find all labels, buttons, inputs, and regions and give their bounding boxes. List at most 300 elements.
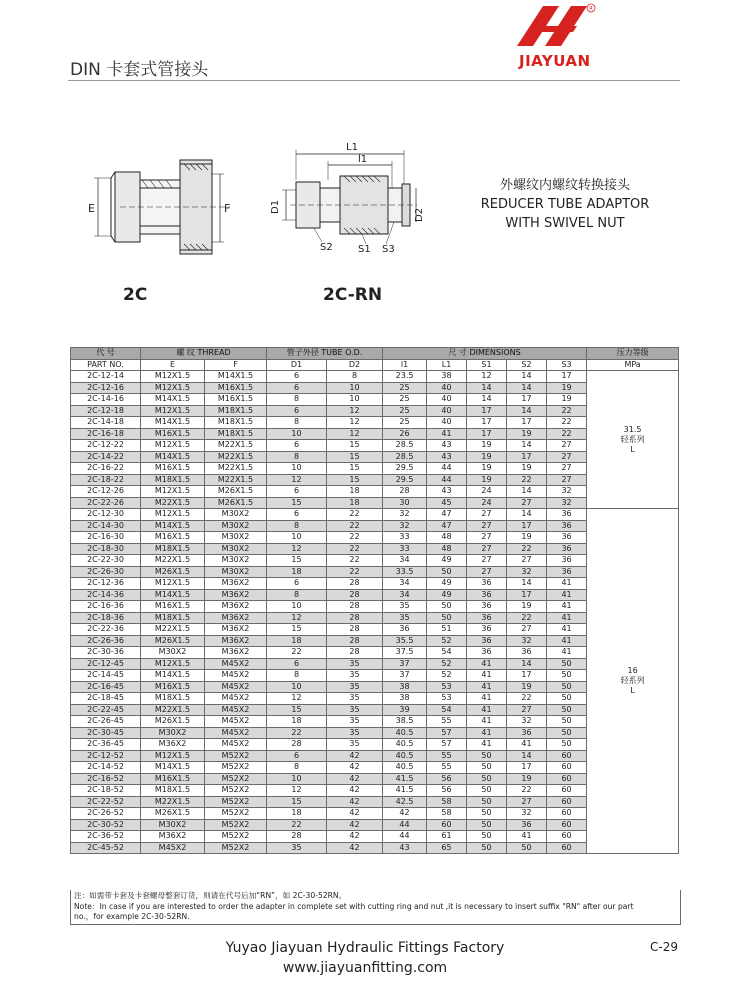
part-number-cell: 2C-12-16 bbox=[71, 382, 141, 394]
table-cell: M36X2 bbox=[141, 831, 205, 843]
table-cell: 14 bbox=[507, 405, 547, 417]
table-cell: 12 bbox=[327, 405, 383, 417]
table-cell: 55 bbox=[427, 716, 467, 728]
table-cell: 27 bbox=[547, 451, 587, 463]
table-cell: 8 bbox=[267, 589, 327, 601]
table-cell: 28.5 bbox=[383, 440, 427, 452]
table-cell: 49 bbox=[427, 555, 467, 567]
table-cell: M12X1.5 bbox=[141, 371, 205, 383]
table-cell: 27 bbox=[507, 555, 547, 567]
table-cell: 50 bbox=[547, 716, 587, 728]
table-cell: 14 bbox=[507, 750, 547, 762]
table-cell: 47 bbox=[427, 509, 467, 521]
table-cell: 27 bbox=[467, 543, 507, 555]
table-cell: 35 bbox=[327, 693, 383, 705]
dim-L1-label: L1 bbox=[346, 142, 358, 153]
table-cell: 22 bbox=[327, 509, 383, 521]
table-cell: 44 bbox=[427, 474, 467, 486]
table-cell: 14 bbox=[507, 578, 547, 590]
part-number-cell: 2C-22-26 bbox=[71, 497, 141, 509]
table-cell: 15 bbox=[327, 440, 383, 452]
table-cell: 34 bbox=[383, 555, 427, 567]
part-number-cell: 2C-12-36 bbox=[71, 578, 141, 590]
pressure-class-cell bbox=[587, 371, 679, 509]
table-cell: 15 bbox=[267, 624, 327, 636]
part-number-cell: 2C-18-30 bbox=[71, 543, 141, 555]
table-cell: 15 bbox=[327, 474, 383, 486]
table-cell: 36 bbox=[467, 601, 507, 613]
table-cell: 17 bbox=[467, 405, 507, 417]
figure-label-2c-rn: 2C-RN bbox=[323, 285, 383, 305]
table-cell: 19 bbox=[507, 681, 547, 693]
pressure-class-text: 轻系列 bbox=[620, 434, 645, 444]
column-header: S1 bbox=[467, 359, 507, 371]
table-cell: M16X1.5 bbox=[205, 382, 267, 394]
table-cell: 29.5 bbox=[383, 474, 427, 486]
table-cell: M12X1.5 bbox=[141, 405, 205, 417]
table-cell: M36X2 bbox=[205, 647, 267, 659]
part-number-cell: 2C-16-18 bbox=[71, 428, 141, 440]
company-name: Yuyao Jiayuan Hydraulic Fittings Factory bbox=[225, 940, 505, 956]
note-cn: 注：如需带卡套及卡套螺母整套订货，则请在代号后加“RN”，如 2C-30-52RN。 bbox=[74, 891, 347, 900]
table-cell: 15 bbox=[327, 463, 383, 475]
table-cell: 8 bbox=[267, 762, 327, 774]
table-cell: M12X1.5 bbox=[141, 578, 205, 590]
table-cell: M22X1.5 bbox=[141, 555, 205, 567]
dim-f-label: F bbox=[224, 202, 231, 215]
drawing-2c bbox=[80, 150, 240, 265]
table-cell: M52X2 bbox=[205, 819, 267, 831]
table-cell: M18X1.5 bbox=[141, 543, 205, 555]
table-cell: 10 bbox=[267, 428, 327, 440]
table-cell: M12X1.5 bbox=[141, 750, 205, 762]
table-cell: 41 bbox=[507, 831, 547, 843]
table-cell: 32 bbox=[383, 520, 427, 532]
table-cell: 22 bbox=[507, 612, 547, 624]
table-cell: 36 bbox=[507, 647, 547, 659]
table-cell: M52X2 bbox=[205, 808, 267, 820]
pressure-class-text: 31.5 bbox=[623, 424, 642, 434]
table-cell: 6 bbox=[267, 486, 327, 498]
pressure-class-text: L bbox=[630, 444, 635, 454]
column-header: D2 bbox=[327, 359, 383, 371]
table-cell: 14 bbox=[507, 440, 547, 452]
description-cn: 外螺纹内螺纹转换接头 bbox=[499, 178, 630, 193]
table-row bbox=[71, 371, 679, 383]
table-cell: 53 bbox=[427, 693, 467, 705]
table-cell: 22 bbox=[327, 566, 383, 578]
table-cell: M30X2 bbox=[141, 647, 205, 659]
table-cell: 52 bbox=[427, 658, 467, 670]
table-cell: 27 bbox=[507, 796, 547, 808]
table-cell: M18X1.5 bbox=[141, 612, 205, 624]
table-cell: 22 bbox=[327, 555, 383, 567]
table-cell: M16X1.5 bbox=[141, 773, 205, 785]
table-cell: 29.5 bbox=[383, 463, 427, 475]
table-cell: 36 bbox=[547, 566, 587, 578]
table-cell: 19 bbox=[507, 463, 547, 475]
part-number-cell: 2C-18-36 bbox=[71, 612, 141, 624]
table-cell: 40.5 bbox=[383, 762, 427, 774]
column-header: MPa bbox=[587, 359, 679, 371]
table-cell: 8 bbox=[267, 670, 327, 682]
table-cell: M52X2 bbox=[205, 773, 267, 785]
table-cell: 56 bbox=[427, 773, 467, 785]
table-cell: M18X1.5 bbox=[141, 693, 205, 705]
table-cell: 60 bbox=[547, 796, 587, 808]
table-cell: 41 bbox=[547, 589, 587, 601]
table-cell: 17 bbox=[507, 520, 547, 532]
table-cell: 37.5 bbox=[383, 647, 427, 659]
table-cell: 35 bbox=[327, 658, 383, 670]
footer bbox=[0, 938, 730, 978]
table-cell: 8 bbox=[267, 417, 327, 429]
brand-name: JIAYUAN bbox=[519, 52, 591, 70]
table-cell: 23.5 bbox=[383, 371, 427, 383]
table-cell: 35 bbox=[327, 727, 383, 739]
column-header: L1 bbox=[427, 359, 467, 371]
part-number-cell: 2C-26-30 bbox=[71, 566, 141, 578]
table-cell: 50 bbox=[427, 601, 467, 613]
column-header: S3 bbox=[547, 359, 587, 371]
table-cell: 50 bbox=[547, 681, 587, 693]
table-cell: M22X1.5 bbox=[205, 451, 267, 463]
table-cell: 34 bbox=[383, 589, 427, 601]
table-cell: 52 bbox=[427, 635, 467, 647]
table-cell: 35 bbox=[327, 739, 383, 751]
table-cell: 19 bbox=[467, 463, 507, 475]
table-cell: M12X1.5 bbox=[141, 382, 205, 394]
table-cell: M45X2 bbox=[205, 716, 267, 728]
table-cell: 55 bbox=[427, 762, 467, 774]
table-cell: M14X1.5 bbox=[141, 762, 205, 774]
table-cell: M36X2 bbox=[205, 589, 267, 601]
table-cell: 22 bbox=[267, 819, 327, 831]
table-cell: 50 bbox=[467, 831, 507, 843]
company-website: www.jiayuanfitting.com bbox=[282, 960, 448, 976]
table-cell: 6 bbox=[267, 371, 327, 383]
table-cell: 37 bbox=[383, 670, 427, 682]
table-cell: 22 bbox=[507, 693, 547, 705]
table-cell: M45X2 bbox=[141, 842, 205, 854]
table-cell: 48 bbox=[427, 543, 467, 555]
table-cell: 8 bbox=[327, 371, 383, 383]
table-cell: 12 bbox=[267, 543, 327, 555]
table-cell: M22X1.5 bbox=[205, 463, 267, 475]
dim-S3-label: S3 bbox=[382, 244, 395, 255]
table-cell: M18X1.5 bbox=[205, 417, 267, 429]
table-cell: M14X1.5 bbox=[141, 451, 205, 463]
table-cell: 36 bbox=[467, 635, 507, 647]
table-cell: 38.5 bbox=[383, 716, 427, 728]
table-cell: 60 bbox=[547, 773, 587, 785]
table-cell: 6 bbox=[267, 658, 327, 670]
table-cell: 17 bbox=[507, 589, 547, 601]
table-cell: 25 bbox=[383, 405, 427, 417]
table-cell: 35 bbox=[327, 704, 383, 716]
table-cell: 32 bbox=[507, 635, 547, 647]
table-cell: 49 bbox=[427, 589, 467, 601]
header-divider bbox=[68, 80, 680, 81]
table-cell: 19 bbox=[507, 601, 547, 613]
table-cell: M45X2 bbox=[205, 693, 267, 705]
table-cell: 40 bbox=[427, 417, 467, 429]
part-number-cell: 2C-16-22 bbox=[71, 463, 141, 475]
table-cell: M16X1.5 bbox=[141, 463, 205, 475]
table-cell: 50 bbox=[467, 796, 507, 808]
table-cell: M45X2 bbox=[205, 727, 267, 739]
table-cell: 22 bbox=[507, 785, 547, 797]
part-number-cell: 2C-36-52 bbox=[71, 831, 141, 843]
table-cell: 60 bbox=[547, 819, 587, 831]
table-cell: 8 bbox=[267, 520, 327, 532]
part-number-cell: 2C-26-36 bbox=[71, 635, 141, 647]
table-cell: 27 bbox=[507, 704, 547, 716]
table-cell: 36 bbox=[507, 819, 547, 831]
table-cell: 22 bbox=[267, 647, 327, 659]
table-cell: 42 bbox=[383, 808, 427, 820]
table-cell: 41 bbox=[467, 716, 507, 728]
table-cell: M30X2 bbox=[205, 520, 267, 532]
table-cell: 40.5 bbox=[383, 727, 427, 739]
table-cell: 10 bbox=[267, 601, 327, 613]
part-number-cell: 2C-14-45 bbox=[71, 670, 141, 682]
dim-S1-label: S1 bbox=[358, 244, 371, 255]
header-thread: 螺 纹 THREAD bbox=[141, 348, 267, 360]
table-cell: M45X2 bbox=[205, 670, 267, 682]
table-cell: 6 bbox=[267, 509, 327, 521]
table-cell: 24 bbox=[467, 497, 507, 509]
table-cell: 41 bbox=[467, 670, 507, 682]
table-cell: 12 bbox=[267, 785, 327, 797]
table-cell: 27 bbox=[547, 474, 587, 486]
table-cell: 18 bbox=[327, 497, 383, 509]
part-number-cell: 2C-18-45 bbox=[71, 693, 141, 705]
part-number-cell: 2C-36-45 bbox=[71, 739, 141, 751]
table-cell: 22 bbox=[267, 727, 327, 739]
table-cell: M16X1.5 bbox=[141, 428, 205, 440]
table-cell: 36 bbox=[547, 543, 587, 555]
table-cell: 36 bbox=[467, 612, 507, 624]
table-cell: 41 bbox=[467, 681, 507, 693]
table-cell: 41.5 bbox=[383, 785, 427, 797]
part-number-cell: 2C-26-45 bbox=[71, 716, 141, 728]
table-cell: 42 bbox=[327, 750, 383, 762]
table-cell: M52X2 bbox=[205, 762, 267, 774]
column-header: E bbox=[141, 359, 205, 371]
part-number-cell: 2C-12-52 bbox=[71, 750, 141, 762]
figure-label-2c: 2C bbox=[123, 285, 148, 305]
table-cell: 41 bbox=[547, 612, 587, 624]
table-cell: 50 bbox=[427, 566, 467, 578]
part-number-cell: 2C-22-52 bbox=[71, 796, 141, 808]
table-cell: 28 bbox=[267, 831, 327, 843]
part-number-cell: 2C-30-36 bbox=[71, 647, 141, 659]
table-cell: 35 bbox=[327, 670, 383, 682]
table-cell: 15 bbox=[327, 451, 383, 463]
table-cell: 32 bbox=[547, 497, 587, 509]
table-cell: 40 bbox=[427, 382, 467, 394]
table-cell: 54 bbox=[427, 704, 467, 716]
table-cell: 22 bbox=[327, 543, 383, 555]
table-cell: 12 bbox=[327, 417, 383, 429]
table-cell: 6 bbox=[267, 405, 327, 417]
table-cell: 27 bbox=[467, 509, 507, 521]
part-number-cell: 2C-22-45 bbox=[71, 704, 141, 716]
table-cell: M18X1.5 bbox=[141, 785, 205, 797]
dim-D1-label: D1 bbox=[270, 199, 281, 214]
table-cell: 45 bbox=[427, 497, 467, 509]
table-cell: 55 bbox=[427, 750, 467, 762]
header-dimensions: 尺 寸 DIMENSIONS bbox=[383, 348, 587, 360]
part-number-cell: 2C-12-14 bbox=[71, 371, 141, 383]
table-cell: 36 bbox=[547, 520, 587, 532]
table-cell: 18 bbox=[267, 808, 327, 820]
table-cell: 36 bbox=[547, 509, 587, 521]
table-cell: 15 bbox=[267, 497, 327, 509]
table-cell: M45X2 bbox=[205, 704, 267, 716]
table-cell: 19 bbox=[467, 474, 507, 486]
table-cell: 28 bbox=[267, 739, 327, 751]
table-cell: 10 bbox=[267, 773, 327, 785]
table-cell: 42 bbox=[327, 842, 383, 854]
table-cell: 50 bbox=[427, 612, 467, 624]
table-cell: M14X1.5 bbox=[205, 371, 267, 383]
table-cell: M36X2 bbox=[205, 578, 267, 590]
table-cell: M26X1.5 bbox=[141, 566, 205, 578]
table-row bbox=[71, 509, 679, 521]
table-cell: 33.5 bbox=[383, 566, 427, 578]
table-cell: 14 bbox=[507, 658, 547, 670]
table-cell: 27 bbox=[507, 497, 547, 509]
table-cell: 27 bbox=[467, 555, 507, 567]
table-cell: 58 bbox=[427, 808, 467, 820]
table-cell: M45X2 bbox=[205, 739, 267, 751]
table-cell: 42 bbox=[327, 808, 383, 820]
table-cell: 36 bbox=[507, 727, 547, 739]
table-cell: 53 bbox=[427, 681, 467, 693]
table-cell: 25 bbox=[383, 382, 427, 394]
part-number-cell: 2C-22-30 bbox=[71, 555, 141, 567]
part-number-cell: 2C-16-45 bbox=[71, 681, 141, 693]
header-tube: 管子外径 TUBE O.D. bbox=[267, 348, 383, 360]
column-header-row bbox=[71, 359, 679, 371]
header-code: 代 号 bbox=[71, 348, 141, 360]
table-cell: 41 bbox=[467, 739, 507, 751]
table-cell: 44 bbox=[427, 463, 467, 475]
table-cell: 28.5 bbox=[383, 451, 427, 463]
part-number-cell: 2C-45-52 bbox=[71, 842, 141, 854]
table-cell: M45X2 bbox=[205, 681, 267, 693]
table-cell: 41 bbox=[547, 635, 587, 647]
table-cell: 12 bbox=[327, 428, 383, 440]
table-cell: M16X1.5 bbox=[141, 681, 205, 693]
part-number-cell: 2C-18-52 bbox=[71, 785, 141, 797]
table-cell: 48 bbox=[427, 532, 467, 544]
table-cell: 47 bbox=[427, 520, 467, 532]
table-cell: 26 bbox=[383, 428, 427, 440]
table-cell: 65 bbox=[427, 842, 467, 854]
drawing-2c-rn bbox=[262, 138, 427, 263]
table-cell: 50 bbox=[547, 739, 587, 751]
table-cell: 56 bbox=[427, 785, 467, 797]
table-cell: 50 bbox=[467, 842, 507, 854]
table-cell: M12X1.5 bbox=[141, 440, 205, 452]
table-cell: 28 bbox=[383, 486, 427, 498]
table-cell: M22X1.5 bbox=[205, 474, 267, 486]
table-cell: 22 bbox=[547, 405, 587, 417]
table-cell: M12X1.5 bbox=[141, 658, 205, 670]
table-cell: 50 bbox=[467, 808, 507, 820]
table-cell: M36X2 bbox=[205, 612, 267, 624]
table-cell: 12 bbox=[267, 474, 327, 486]
table-cell: M22X1.5 bbox=[141, 624, 205, 636]
table-cell: 30 bbox=[383, 497, 427, 509]
table-cell: 27 bbox=[547, 440, 587, 452]
table-cell: 15 bbox=[267, 796, 327, 808]
table-cell: 40.5 bbox=[383, 739, 427, 751]
table-cell: 12 bbox=[467, 371, 507, 383]
table-cell: 14 bbox=[507, 486, 547, 498]
page-title: DIN 卡套式管接头 bbox=[70, 60, 209, 80]
table-cell: 41 bbox=[467, 704, 507, 716]
table-cell: 32 bbox=[507, 566, 547, 578]
table-cell: 17 bbox=[547, 371, 587, 383]
table-cell: M26X1.5 bbox=[141, 716, 205, 728]
part-number-cell: 2C-14-52 bbox=[71, 762, 141, 774]
table-cell: 42 bbox=[327, 819, 383, 831]
table-cell: 22 bbox=[547, 417, 587, 429]
table-cell: 36 bbox=[383, 624, 427, 636]
table-cell: 19 bbox=[507, 532, 547, 544]
table-cell: 50 bbox=[547, 727, 587, 739]
dim-l1-label: l1 bbox=[358, 154, 368, 165]
table-cell: M18X1.5 bbox=[205, 405, 267, 417]
table-cell: 50 bbox=[467, 819, 507, 831]
table-cell: 41 bbox=[467, 693, 507, 705]
part-number-cell: 2C-26-52 bbox=[71, 808, 141, 820]
table-cell: 12 bbox=[267, 612, 327, 624]
table-cell: 18 bbox=[267, 566, 327, 578]
table-cell: 15 bbox=[267, 555, 327, 567]
table-cell: 44 bbox=[383, 831, 427, 843]
table-cell: 52 bbox=[427, 670, 467, 682]
table-cell: 60 bbox=[547, 785, 587, 797]
table-cell: 50 bbox=[507, 842, 547, 854]
table-cell: 17 bbox=[507, 670, 547, 682]
table-cell: 17 bbox=[507, 394, 547, 406]
dim-e-label: E bbox=[88, 202, 95, 215]
table-cell: 36 bbox=[467, 647, 507, 659]
table-cell: M45X2 bbox=[205, 658, 267, 670]
table-cell: 18 bbox=[327, 486, 383, 498]
table-cell: 22 bbox=[327, 532, 383, 544]
part-number-cell: 2C-14-36 bbox=[71, 589, 141, 601]
table-cell: 27 bbox=[467, 520, 507, 532]
table-cell: 32 bbox=[547, 486, 587, 498]
table-cell: 50 bbox=[467, 762, 507, 774]
part-number-cell: 2C-14-16 bbox=[71, 394, 141, 406]
table-cell: 35.5 bbox=[383, 635, 427, 647]
table-cell: 35 bbox=[327, 716, 383, 728]
table-cell: 35 bbox=[383, 612, 427, 624]
table-cell: 43 bbox=[383, 842, 427, 854]
table-cell: 60 bbox=[547, 750, 587, 762]
table-cell: 17 bbox=[507, 417, 547, 429]
table-cell: 12 bbox=[267, 693, 327, 705]
table-cell: 57 bbox=[427, 739, 467, 751]
description-en-line2: WITH SWIVEL NUT bbox=[505, 216, 625, 231]
